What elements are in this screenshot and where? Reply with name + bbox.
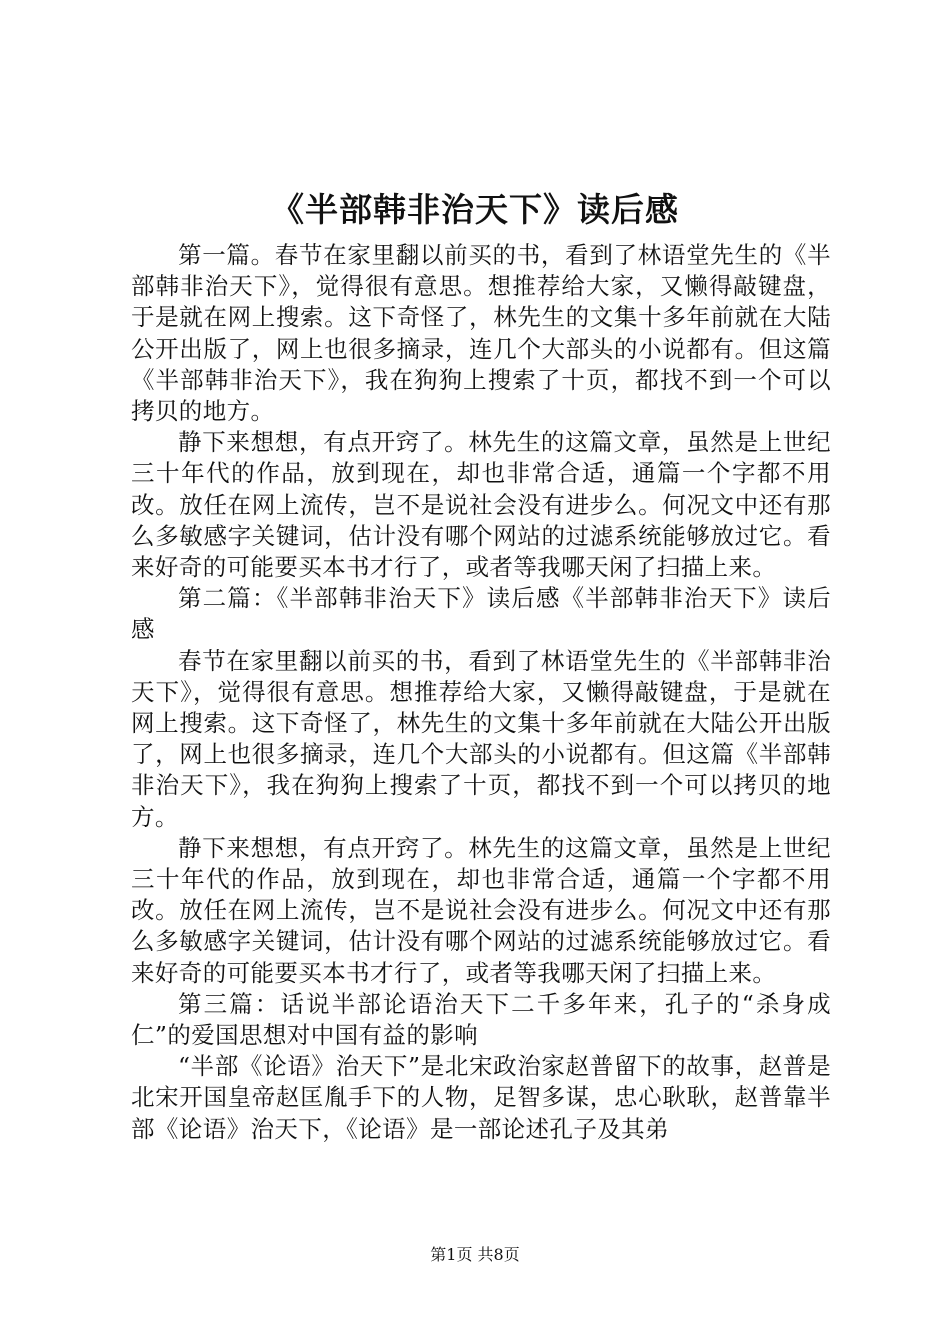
paragraph: 静下来想想，有点开窍了。林先生的这篇文章，虽然是上世纪三十年代的作品，放到现在，却也非常合适，通篇一个字都不用改。放任在网上流传，岂不是说社会没有进步么。何况文中还有那么多敏感字关键词，估计没有哪个网站的过滤系统能够放过它。看来好奇的可能要买本书才行了，或者等我哪天闲了扫描上来。: [131, 428, 831, 582]
page-footer: 第1页 共8页: [430, 1245, 520, 1264]
section-heading-paragraph: 第三篇：话说半部论语治天下二千多年来，孔子的“杀身成仁”的爱国思想对中国有益的影响: [131, 989, 831, 1050]
document-body: [131, 240, 831, 1145]
paragraph: 春节在家里翻以前买的书，看到了林语堂先生的《半部韩非治天下》，觉得很有意思。想推荐给大家，又懒得敲键盘，于是就在网上搜索。这下奇怪了，林先生的文集十多年前就在大陆公开出版了，网上也很多摘录，连几个大部头的小说都有。但这篇《半部韩非治天下》，我在狗狗上搜索了十页，都找不到一个可以拷贝的地方。: [131, 646, 831, 831]
paragraph: 静下来想想，有点开窍了。林先生的这篇文章，虽然是上世纪三十年代的作品，放到现在，却也非常合适，通篇一个字都不用改。放任在网上流传，岂不是说社会没有进步么。何况文中还有那么多敏感字关键词，估计没有哪个网站的过滤系统能够放过它。看来好奇的可能要买本书才行了，或者等我哪天闲了扫描上来。: [131, 833, 831, 987]
section-heading-paragraph: 第二篇：《半部韩非治天下》读后感《半部韩非治天下》读后感: [131, 584, 831, 644]
document-title: 《半部韩非治天下》读后感: [271, 190, 679, 229]
paragraph: “半部《论语》治天下”是北宋政治家赵普留下的故事，赵普是北宋开国皇帝赵匡胤手下的人物，足智多谋，忠心耿耿，赵普靠半部《论语》治天下，《论语》是一部论述孔子及其弟: [131, 1052, 831, 1143]
paragraph: 第一篇。春节在家里翻以前买的书，看到了林语堂先生的《半部韩非治天下》，觉得很有意思。想推荐给大家，又懒得敲键盘，于是就在网上搜索。这下奇怪了，林先生的文集十多年前就在大陆公开出版了，网上也很多摘录，连几个大部头的小说都有。但这篇《半部韩非治天下》，我在狗狗上搜索了十页，都找不到一个可以拷贝的地方。: [131, 241, 831, 426]
